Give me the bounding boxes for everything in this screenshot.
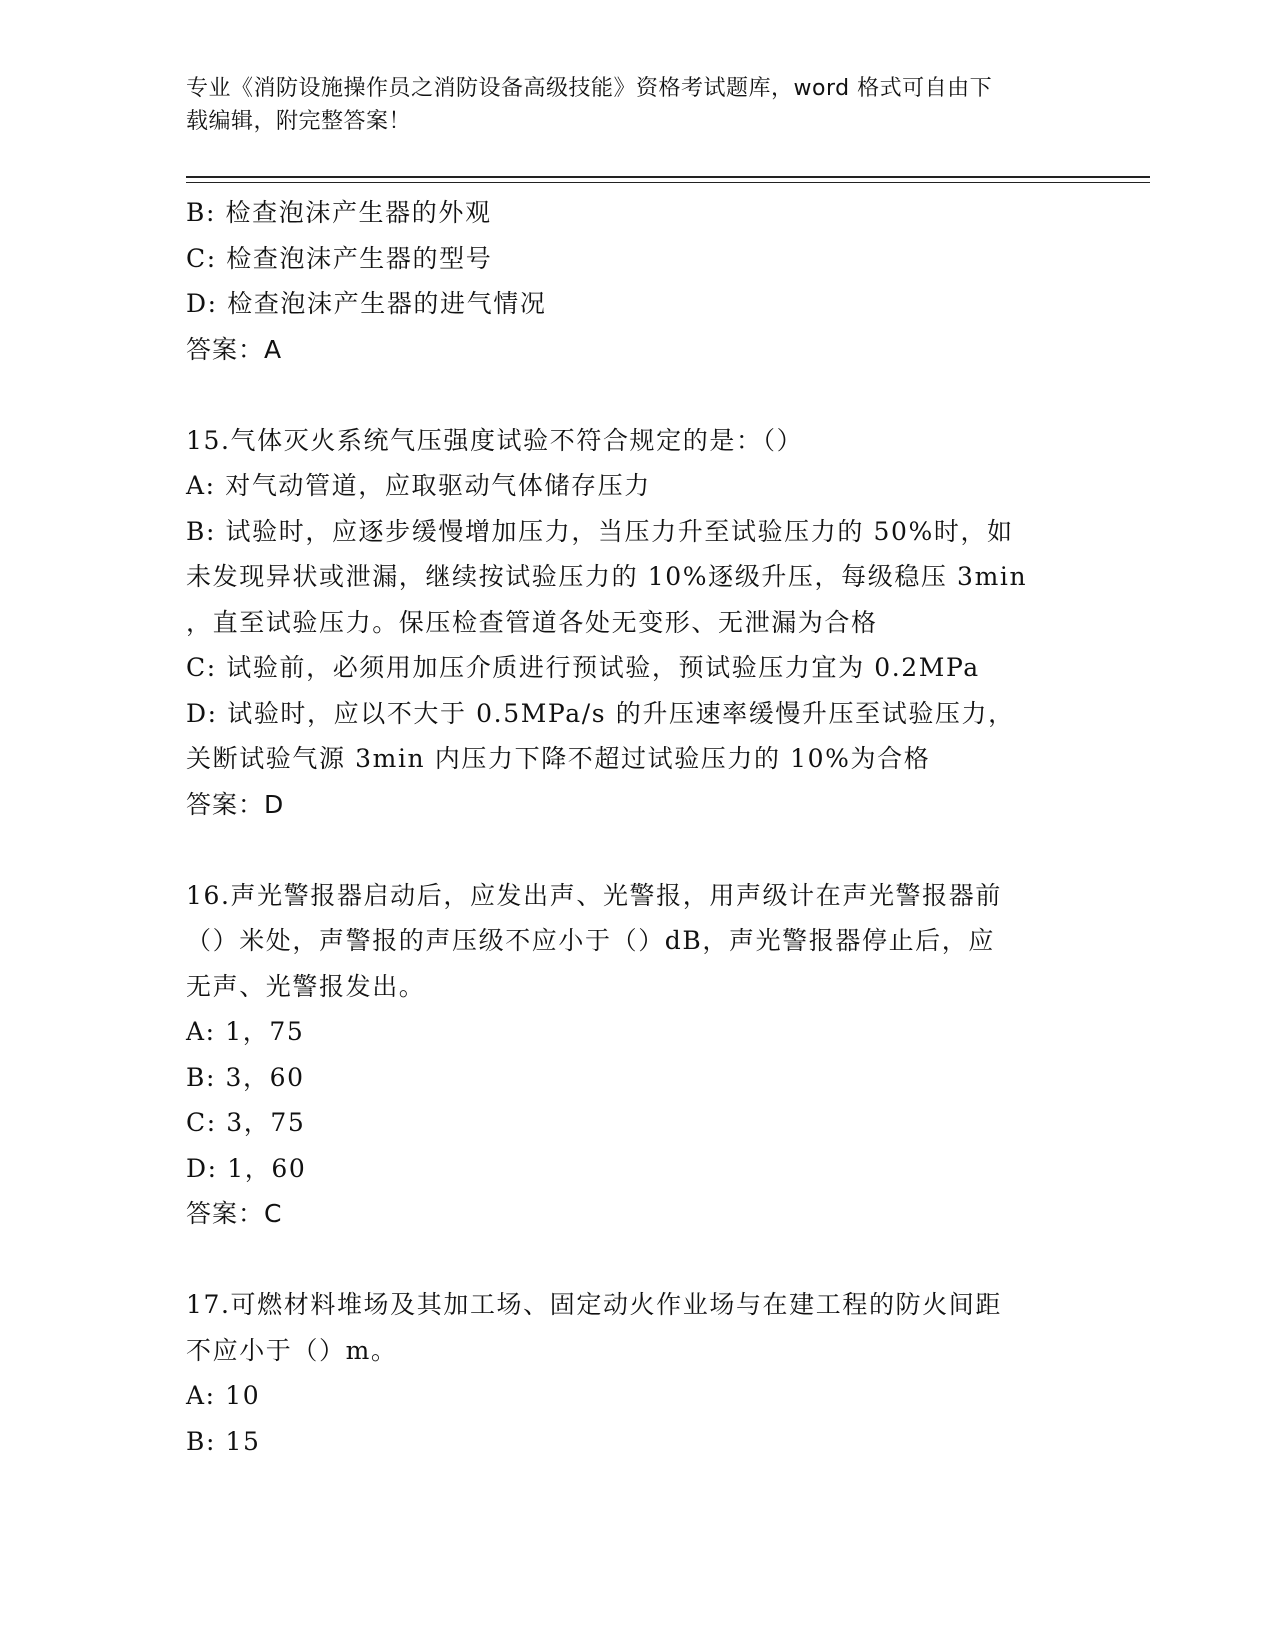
spacer (186, 1237, 1086, 1283)
option-b: B: 检查泡沫产生器的外观 (186, 198, 492, 227)
option-b: B: 试验时，应逐步缓慢增加压力，当压力升至试验压力的 50%时，如 (186, 516, 1014, 546)
question-16 (186, 873, 1086, 1237)
spacer (186, 827, 1086, 873)
option-b: B: 3，60 (186, 1062, 305, 1092)
option-b-continued: ，直至试验压力。保压检查管道各处无变形、无泄漏为合格 (186, 607, 878, 637)
option-c: C: 3，75 (186, 1108, 306, 1137)
option-d: D: 1，60 (186, 1153, 307, 1183)
answer: 答案：A (186, 334, 283, 364)
question-list (186, 190, 1086, 1464)
option-b: B: 15 (186, 1426, 261, 1456)
answer: 答案：C (186, 1199, 283, 1228)
option-b-continued: 未发现异状或泄漏，继续按试验压力的 10%逐级升压，每级稳压 3min (186, 562, 1028, 591)
question-text-continued: 不应小于（）m。 (186, 1335, 398, 1365)
header-rule-thin (186, 182, 1150, 183)
option-a: A: 1，75 (186, 1017, 305, 1046)
spacer (186, 372, 1086, 418)
question-text: 17.可燃材料堆场及其加工场、固定动火作业场与在建工程的防火间距 (186, 1290, 1002, 1319)
option-d-continued: 关断试验气源 3min 内压力下降不超过试验压力的 10%为合格 (186, 744, 931, 773)
question-text-continued: （）米处，声警报的声压级不应小于（）dB，声光警报器停止后，应 (186, 926, 995, 955)
header-line-1: 专业《消防设施操作员之消防设备高级技能》资格考试题库，word 格式可自由下 (186, 76, 993, 101)
option-c: C: 试验前，必须用加压介质进行预试验，预试验压力宜为 0.2MPa (186, 653, 980, 682)
question-17 (186, 1282, 1086, 1464)
header-rule-thick (186, 176, 1150, 178)
question-text: 15.气体灭火系统气压强度试验不符合规定的是：（） (186, 425, 804, 455)
option-d: D: 试验时，应以不大于 0.5MPa/s 的升压速率缓慢升压至试验压力， (186, 698, 1015, 728)
option-a: A: 10 (186, 1381, 261, 1410)
document-header (186, 72, 1066, 138)
answer: 答案：D (186, 789, 285, 819)
option-c: C: 检查泡沫产生器的型号 (186, 243, 493, 273)
question-text-continued: 无声、光警报发出。 (186, 971, 426, 1001)
question-15 (186, 418, 1086, 828)
option-a: A: 对气动管道，应取驱动气体储存压力 (186, 471, 651, 500)
header-line-2: 载编辑，附完整答案！ (186, 109, 412, 134)
question-text: 16.声光警报器启动后，应发出声、光警报，用声级计在声光警报器前 (186, 880, 1002, 910)
option-d: D: 检查泡沫产生器的进气情况 (186, 289, 547, 318)
question-14-tail (186, 190, 1086, 372)
